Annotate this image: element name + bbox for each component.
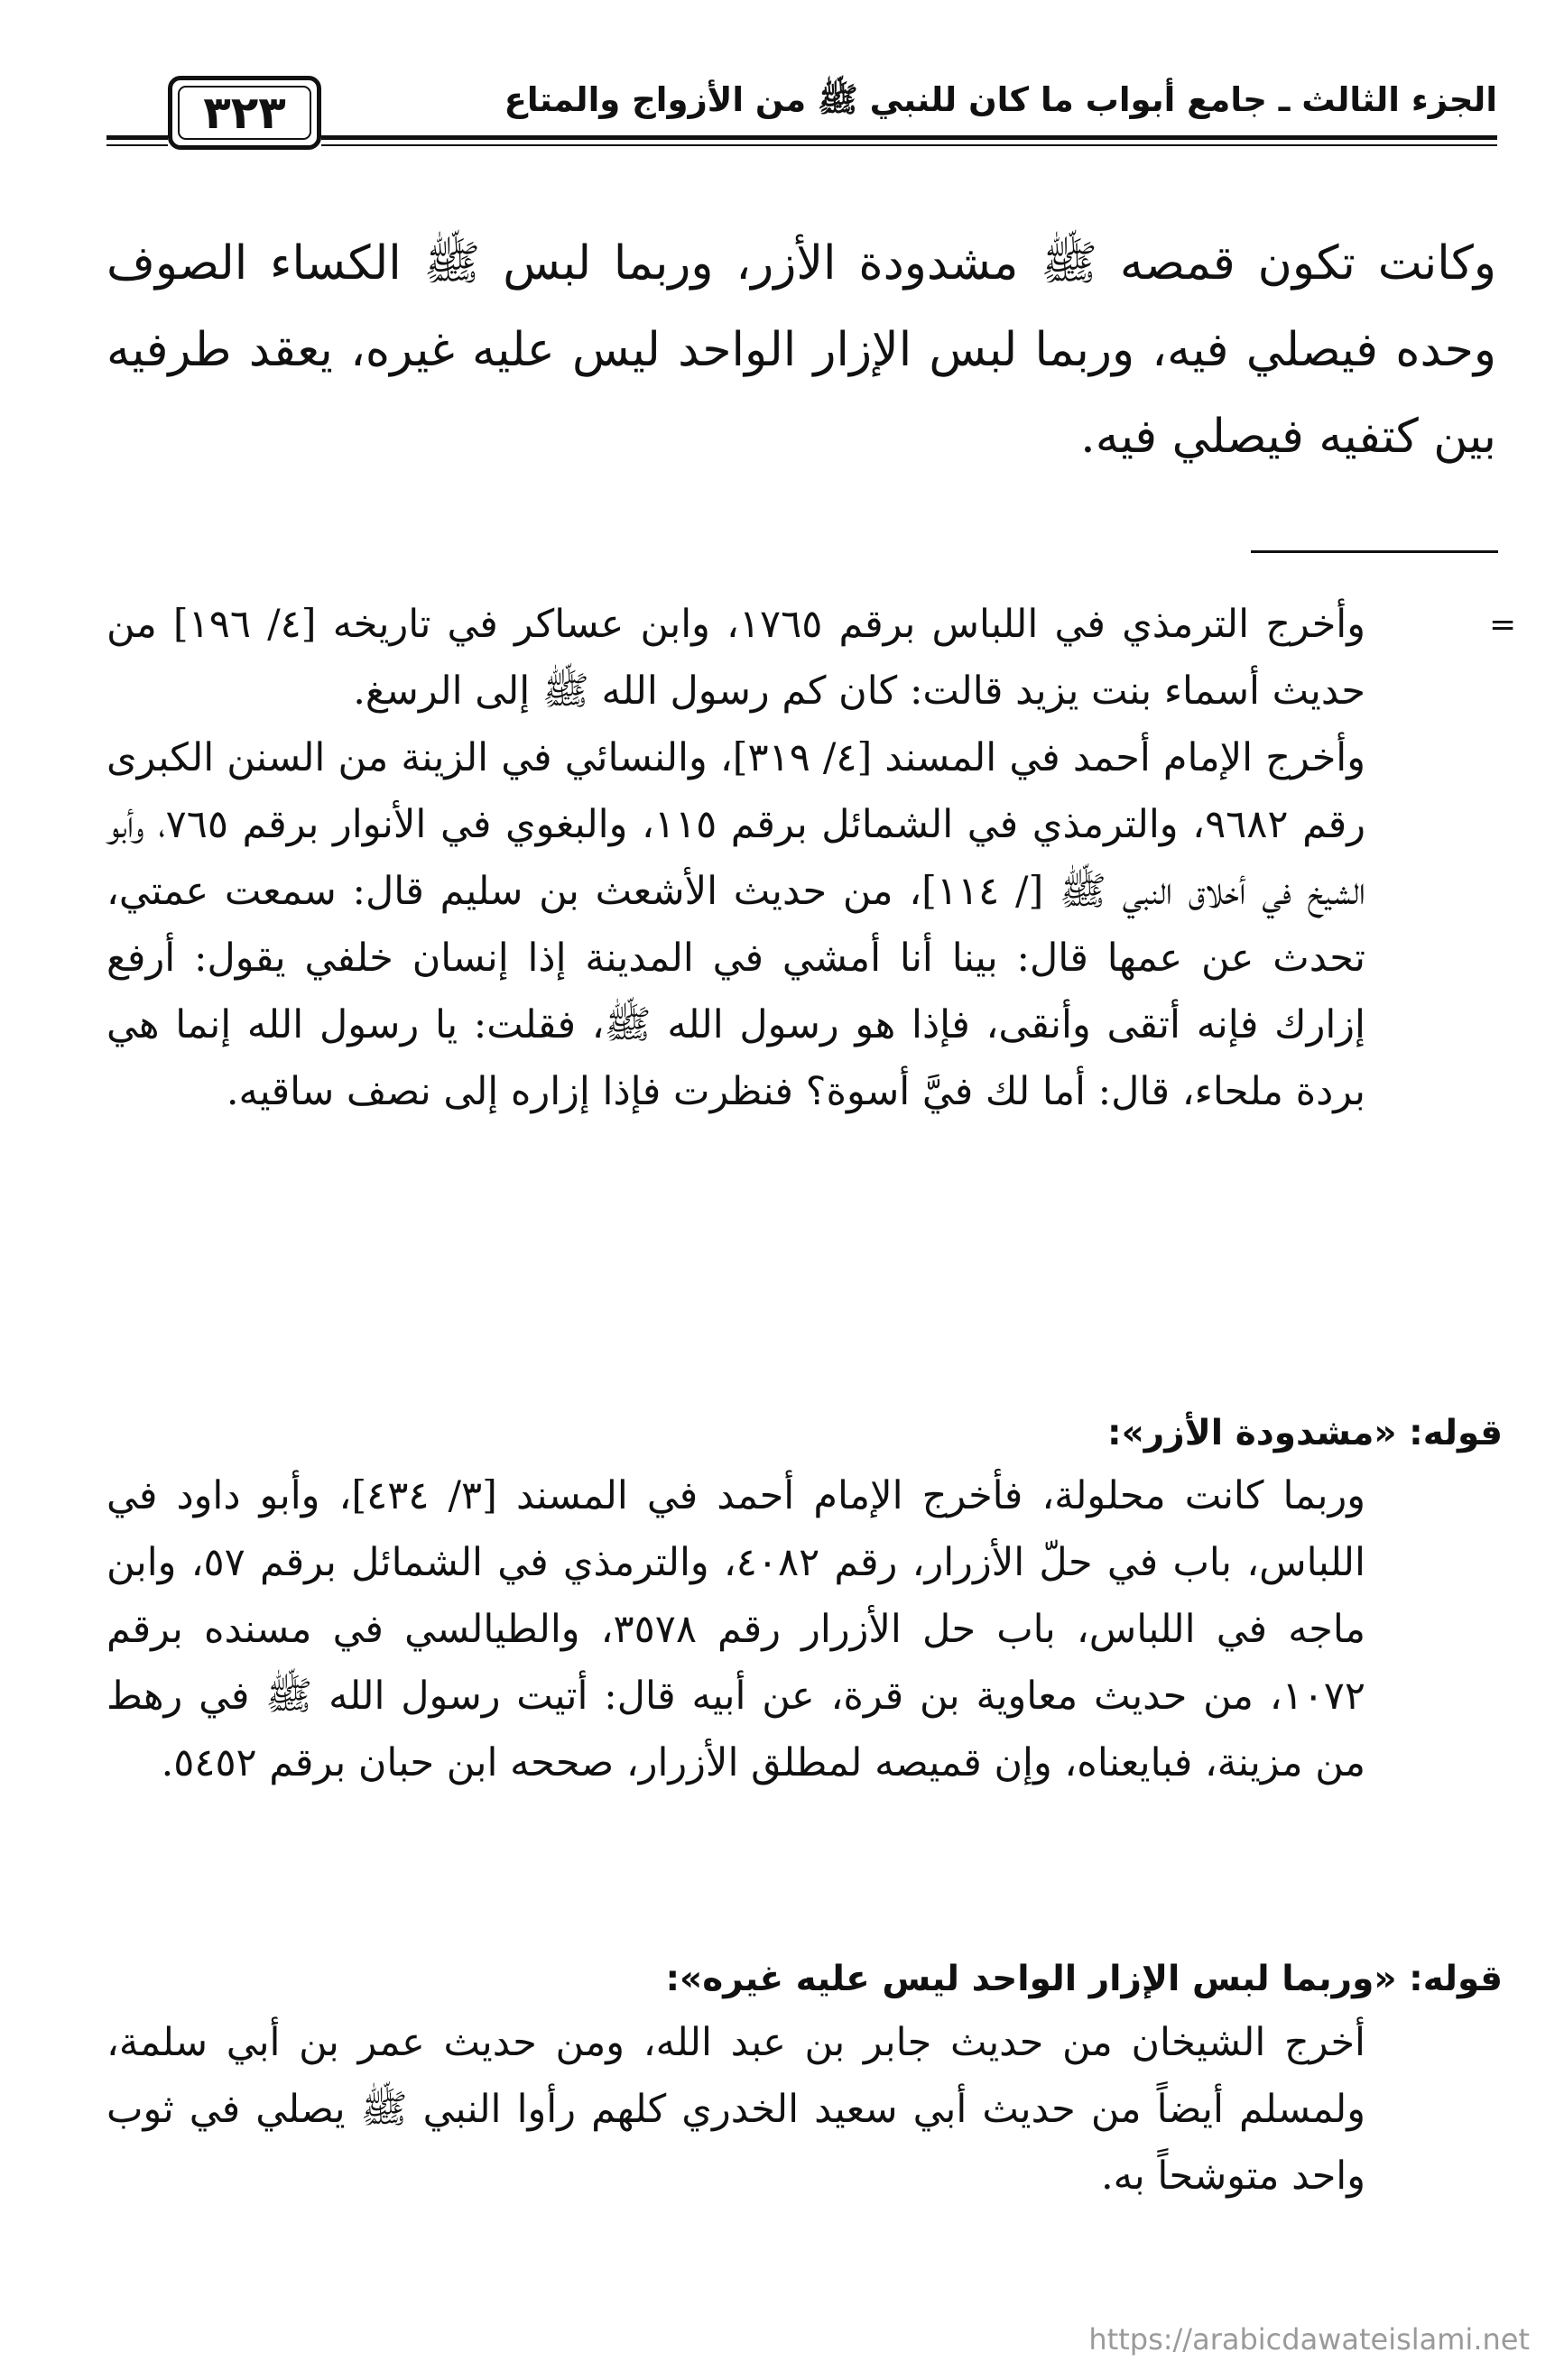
page-number: ٣٢٣ [178, 86, 311, 140]
footnote-paragraph: وأخرج الترمذي في اللباس برقم ١٧٦٥، وابن عساكر في تاريخه [٤/ ١٩٦] من حديث أسماء بنت يزيد قالت: كان كم رسول الله ﷺ إلى الرسغ. [106, 602, 1366, 714]
footnote-block-2 [106, 1462, 1365, 1796]
header-rule-right-thick [321, 135, 1497, 140]
footnote-heading-izar: قوله: «وربما لبس الإزار الواحد ليس عليه غيره»: [665, 1959, 1503, 1999]
page-number-frame [168, 76, 321, 150]
watermark-url: https://arabicdawateislami.net [1088, 2322, 1530, 2357]
footnote-separator [1251, 550, 1498, 553]
footnote-paragraph: وربما كانت محلولة، فأخرج الإمام أحمد في المسند [٣/ ٤٣٤]، وأبو داود في اللباس، باب في حلّ الأزرار، رقم ٤٠٨٢، والترمذي في الشمائل برقم ٥٧، وابن ماجه في اللباس، باب حل الأزرار رقم ٣٥٧٨، والطيالسي في مسنده برقم ١٠٧٢، من حديث معاوية بن قرة، عن أبيه قال: أتيت رسول الله ﷺ في رهط من مزينة، فبايعناه، وإن قميصه لمطلق الأزرار، صححه ابن حبان برقم ٥٤٥٢. [106, 1473, 1366, 1785]
footnote-heading-mashdooda: قوله: «مشدودة الأزر»: [1107, 1413, 1503, 1453]
main-text: وكانت تكون قمصه ﷺ مشدودة الأزر، وربما لبس ﷺ الكساء الصوف وحده فيصلي فيه، وربما لبس الإزار الواحد ليس عليه غيره، يعقد طرفيه بين كتفيه فيصلي فيه. [106, 236, 1496, 464]
footnote-continuation-marker: = [1489, 606, 1517, 643]
footnote-paragraph: أخرج الشيخان من حديث جابر بن عبد الله، ومن حديث عمر بن أبي سلمة، ولمسلم أيضاً من حديث أبي سعيد الخدري كلهم رأوا النبي ﷺ يصلي في ثوب واحد متوشحاً به. [106, 2020, 1365, 2199]
header-rule-left-thick [106, 135, 168, 140]
footnote-block-1 [106, 591, 1365, 1125]
page-header [0, 0, 1564, 158]
running-title: الجزء الثالث ـ جامع أبواب ما كان للنبي ﷺ من الأزواج والمتاع [504, 80, 1497, 119]
header-rule-right-thin [321, 144, 1497, 146]
footnote-paragraph: وأخرج الإمام أحمد في المسند [٤/ ٣١٩]، والنسائي في الزينة من السنن الكبرى رقم ٩٦٨٢، والترمذي في الشمائل برقم ١١٥، والبغوي في الأنوار برقم ٧٦٥، وأبو الشيخ في أخلاق النبي ﷺ [/ ١١٤]، من حديث الأشعث بن سليم قال: سمعت عمتي، تحدث عن عمها قال: بينا أنا أمشي في المدينة إذا إنسان خلفي يقول: أرفع إزارك فإنه أتقى وأنقى، فإذا هو رسول الله ﷺ، فقلت: يا رسول الله إنما هي بردة ملحاء، قال: أما لك فيَّ أسوة؟ فنظرت فإذا إزاره إلى نصف ساقيه. [106, 735, 1366, 1114]
header-rule-left-thin [106, 144, 168, 146]
footnote-block-3 [106, 2009, 1365, 2209]
